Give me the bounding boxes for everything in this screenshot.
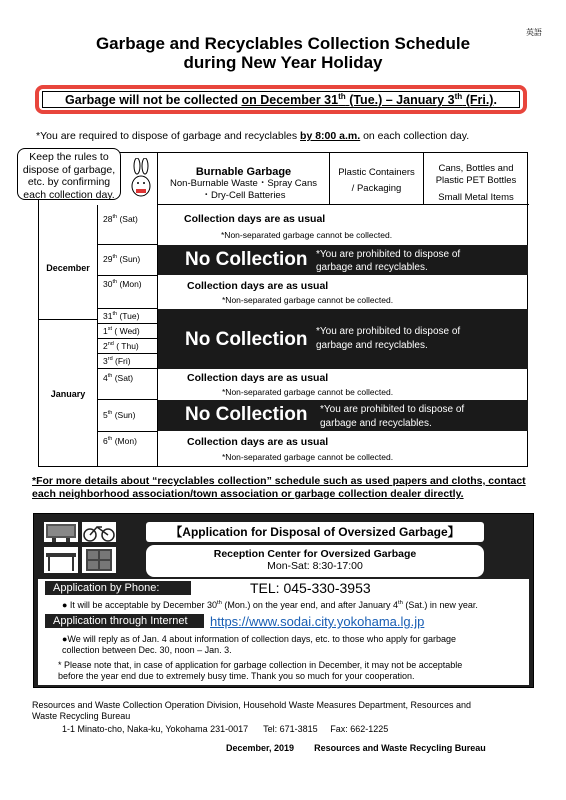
header-plastic: Plastic Containers / Packaging <box>329 153 423 204</box>
usual-note-6: *Non-separated garbage cannot be collected. <box>222 452 394 462</box>
no-collection-29: No Collection *You are prohibited to dispose of garbage and recyclables. <box>158 245 528 275</box>
tv-icon <box>44 522 78 542</box>
application-title: 【Application for Disposal of Oversized Garbage】 <box>146 522 484 542</box>
internet-note: ●We will reply as of Jan. 4 about information of collection days, etc. to those who apply for garbage collection between Dec. 30, noon – Jan. 3. <box>62 634 456 655</box>
application-url[interactable]: https://www.sodai.city.yokohama.lg.jp <box>210 614 425 629</box>
more-info-note: *For more details about “recyclables collection” schedule such as used papers and cloths, contact each neighborhood association/town association or garbage collection dealer directly. <box>32 475 526 500</box>
footer-date: December, 2019 Resources and Waste Recycling Bureau <box>226 743 486 753</box>
day-6: 6th (Mon) <box>103 436 137 446</box>
month-december: December <box>46 263 90 273</box>
day-3: 3rd (Fri) <box>103 356 131 366</box>
reception-center: Reception Center for Oversized Garbage Mon-Sat: 8:30-17:00 <box>146 545 484 577</box>
day-1: 1st ( Wed) <box>103 326 140 336</box>
usual-note-4: *Non-separated garbage cannot be collected. <box>222 387 394 397</box>
day-5: 5th (Sun) <box>103 410 136 420</box>
deadline-notice: *You are required to dispose of garbage and recyclables by 8:00 a.m. on each collection day. <box>36 130 470 142</box>
usual-note-30: *Non-separated garbage cannot be collected. <box>222 295 394 305</box>
day-28: 28th (Sat) <box>103 214 138 224</box>
day-29: 29th (Sun) <box>103 254 141 264</box>
usual-title-6: Collection days are as usual <box>187 436 329 448</box>
usual-title-28: Collection days are as usual <box>184 213 326 225</box>
language-tag: 英語 <box>526 28 542 37</box>
application-details <box>38 579 529 685</box>
bicycle-icon <box>82 522 116 542</box>
usual-title-30: Collection days are as usual <box>187 280 329 292</box>
day-30: 30th (Mon) <box>103 279 142 289</box>
phone-label: Application by Phone: <box>44 580 192 596</box>
internet-label: Application through Internet <box>44 613 205 629</box>
day-2: 2nd ( Thu) <box>103 341 139 351</box>
day-4: 4th (Sat) <box>103 373 134 383</box>
header-cans: Cans, Bottles and Plastic PET Bottles Small Metal Items <box>423 153 528 204</box>
phone-note: ● It will be acceptable by December 30th (Mon.) on the year end, and after January 4th (Sat.) in new year. <box>62 600 478 610</box>
usual-title-4: Collection days are as usual <box>187 372 329 384</box>
banner-prefix: Garbage will not be collected <box>65 93 242 107</box>
no-collection-31-3: No Collection *You are prohibited to dispose of garbage and recyclables. <box>158 309 528 369</box>
day-31: 31th (Tue) <box>103 311 140 321</box>
banner-dates: on December 31th (Tue.) – January 3th (Fri.) <box>241 91 494 107</box>
phone-number[interactable]: TEL: 045-330-3953 <box>250 580 371 596</box>
mascot-icon <box>128 158 154 198</box>
footer-division: Resources and Waste Collection Operation Division, Household Waste Measures Department, Resources and Waste Recycling Bureau <box>32 700 472 721</box>
oversized-garbage-box <box>33 513 534 688</box>
december-note: * Please note that, in case of application for garbage collection in December, it may not be acceptable before the year end due to extremely busy time. Thank you so much for your cooperation. <box>58 660 463 681</box>
usual-note-28: *Non-separated garbage cannot be collected. <box>221 230 393 240</box>
no-collection-5: No Collection *You are prohibited to dispose of garbage and recyclables. <box>158 400 528 431</box>
header-burnable: Burnable Garbage Non-Burnable Waste・Spray Cans ・Dry-Cell Batteries <box>157 153 329 204</box>
title-line-1: Garbage and Recyclables Collection Schedule <box>95 34 471 53</box>
footer-contact: 1-1 Minato-cho, Naka-ku, Yokohama 231-0017 Tel: 671-3815 Fax: 662-1225 <box>62 724 389 734</box>
shelf-icon <box>82 547 116 573</box>
rules-bubble: Keep the rules to dispose of garbage, etc. by confirming each collection day. <box>17 148 121 200</box>
table-header <box>157 153 529 205</box>
title-line-2: during New Year Holiday <box>183 53 383 72</box>
table-icon <box>44 547 78 573</box>
no-collection-banner: Garbage will not be collected on December 31th (Tue.) – January 3th (Fri.). <box>35 85 527 114</box>
month-january: January <box>50 389 86 399</box>
page-title <box>40 34 526 72</box>
